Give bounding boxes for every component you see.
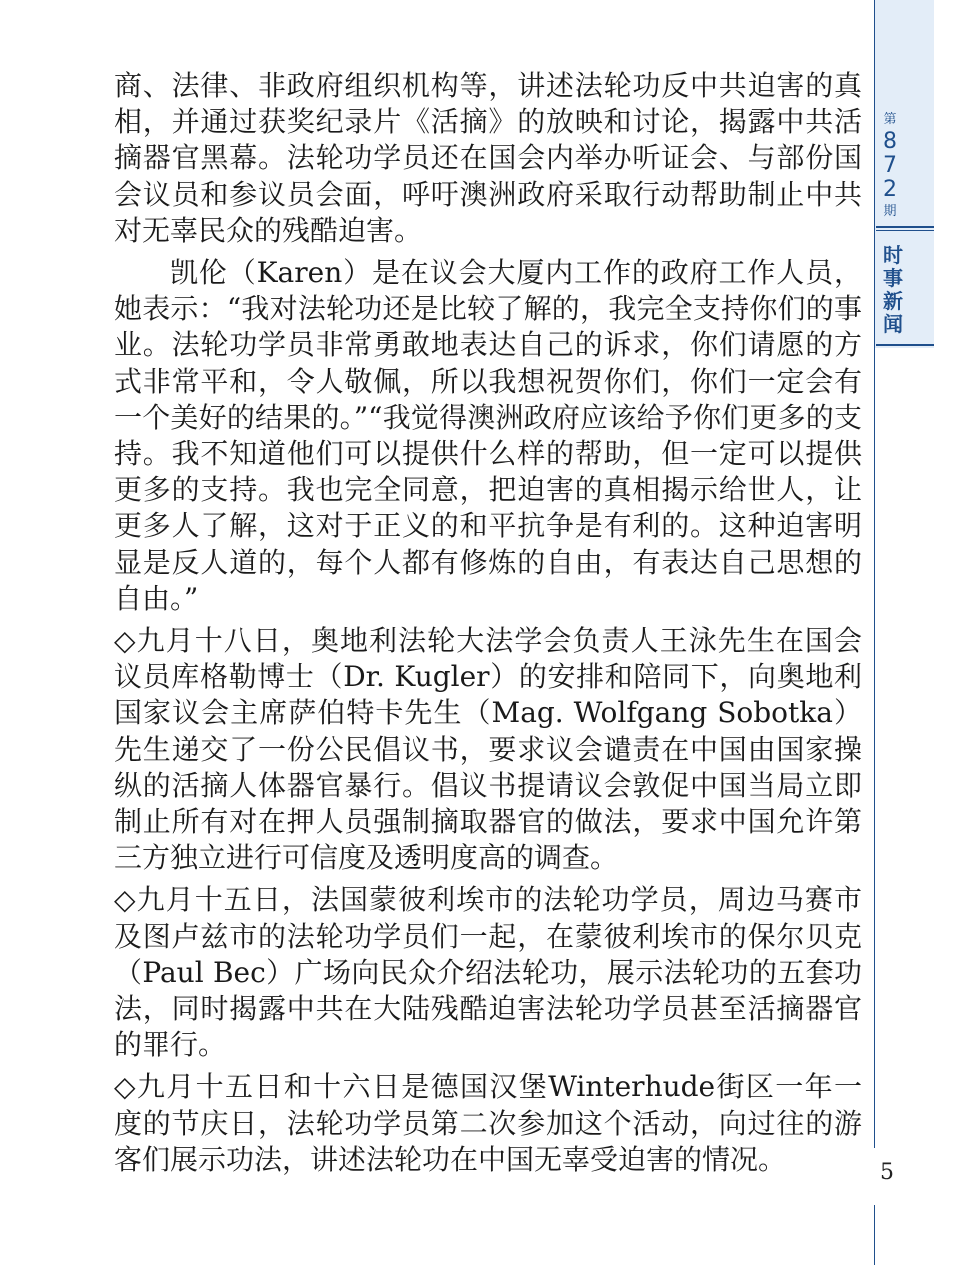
paragraph: 凯伦（Karen）是在议会大厦内工作的政府工作人员，她表示：“我对法轮功还是比较了解的，我完全支持你们的事业。法轮功学员非常勇敢地表达自己的诉求，你们请愿的方式非常平和，令人敬佩，所以我想祝贺你们，你们一定会有一个美好的结果的。”“我觉得澳洲政府应该给予你们更多的支持。我不知道他们可以提供什么样的帮助，但一定可以提供更多的支持。我也完全同意，把迫害的真相揭示给世人，让更多人了解，这对于正义的和平抗争是有利的。这种迫害明显是反人道的，每个人都有修炼的自由，有表达自己思想的自由。”: [114, 256, 862, 615]
sidebar-rule-bottom: [876, 344, 934, 346]
page-number: 5: [880, 1160, 894, 1185]
sidebar-divider: [874, 0, 875, 1148]
section-label: 时 事 新 闻: [883, 243, 903, 336]
sidebar-rule: [876, 226, 934, 228]
paragraph: ◇九月十五日和十六日是德国汉堡Winterhude街区一年一度的节庆日，法轮功学员第二次参加这个活动，向过往的游客们展示功法，讲述法轮功在中国无辜受迫害的情况。: [114, 1070, 862, 1176]
article-body: [114, 68, 862, 1184]
paragraph: 商、法律、非政府组织机构等，讲述法轮功反中共迫害的真相，并通过获奖纪录片《活摘》的放映和讨论，揭露中共活摘器官黑幕。法轮功学员还在国会内举办听证会、与部份国会议员和参议员会面，呼吁澳洲政府采取行动帮助制止中共对无辜民众的残酷迫害。: [114, 69, 862, 247]
issue-number: 第 8 7 2 期: [883, 112, 897, 219]
paragraph: ◇九月十五日，法国蒙彼利埃市的法轮功学员，周边马赛市及图卢兹市的法轮功学员们一起，在蒙彼利埃市的保尔贝克（Paul Bec）广场向民众介绍法轮功，展示法轮功的五套功法，同时揭露中共在大陆残酷迫害法轮功学员甚至活摘器官的罪行。: [114, 883, 862, 1062]
sidebar-divider-bottom: [874, 1205, 875, 1265]
paragraph: ◇九月十八日，奥地利法轮大法学会负责人王泳先生在国会议员库格勒博士（Dr. Kugler）的安排和陪同下，向奥地利国家议会主席萨伯特卡先生（Mag. Wolfgang Sobotka）先生递交了一份公民倡议书，要求议会谴责在中国由国家操纵的活摘人体器官暴行。倡议书提请议会敦促中国当局立即制止所有对在押人员强制摘取器官的做法，要求中国允许第三方独立进行可信度及透明度高的调查。: [114, 624, 862, 875]
sidebar-rule-thin: [876, 230, 934, 231]
